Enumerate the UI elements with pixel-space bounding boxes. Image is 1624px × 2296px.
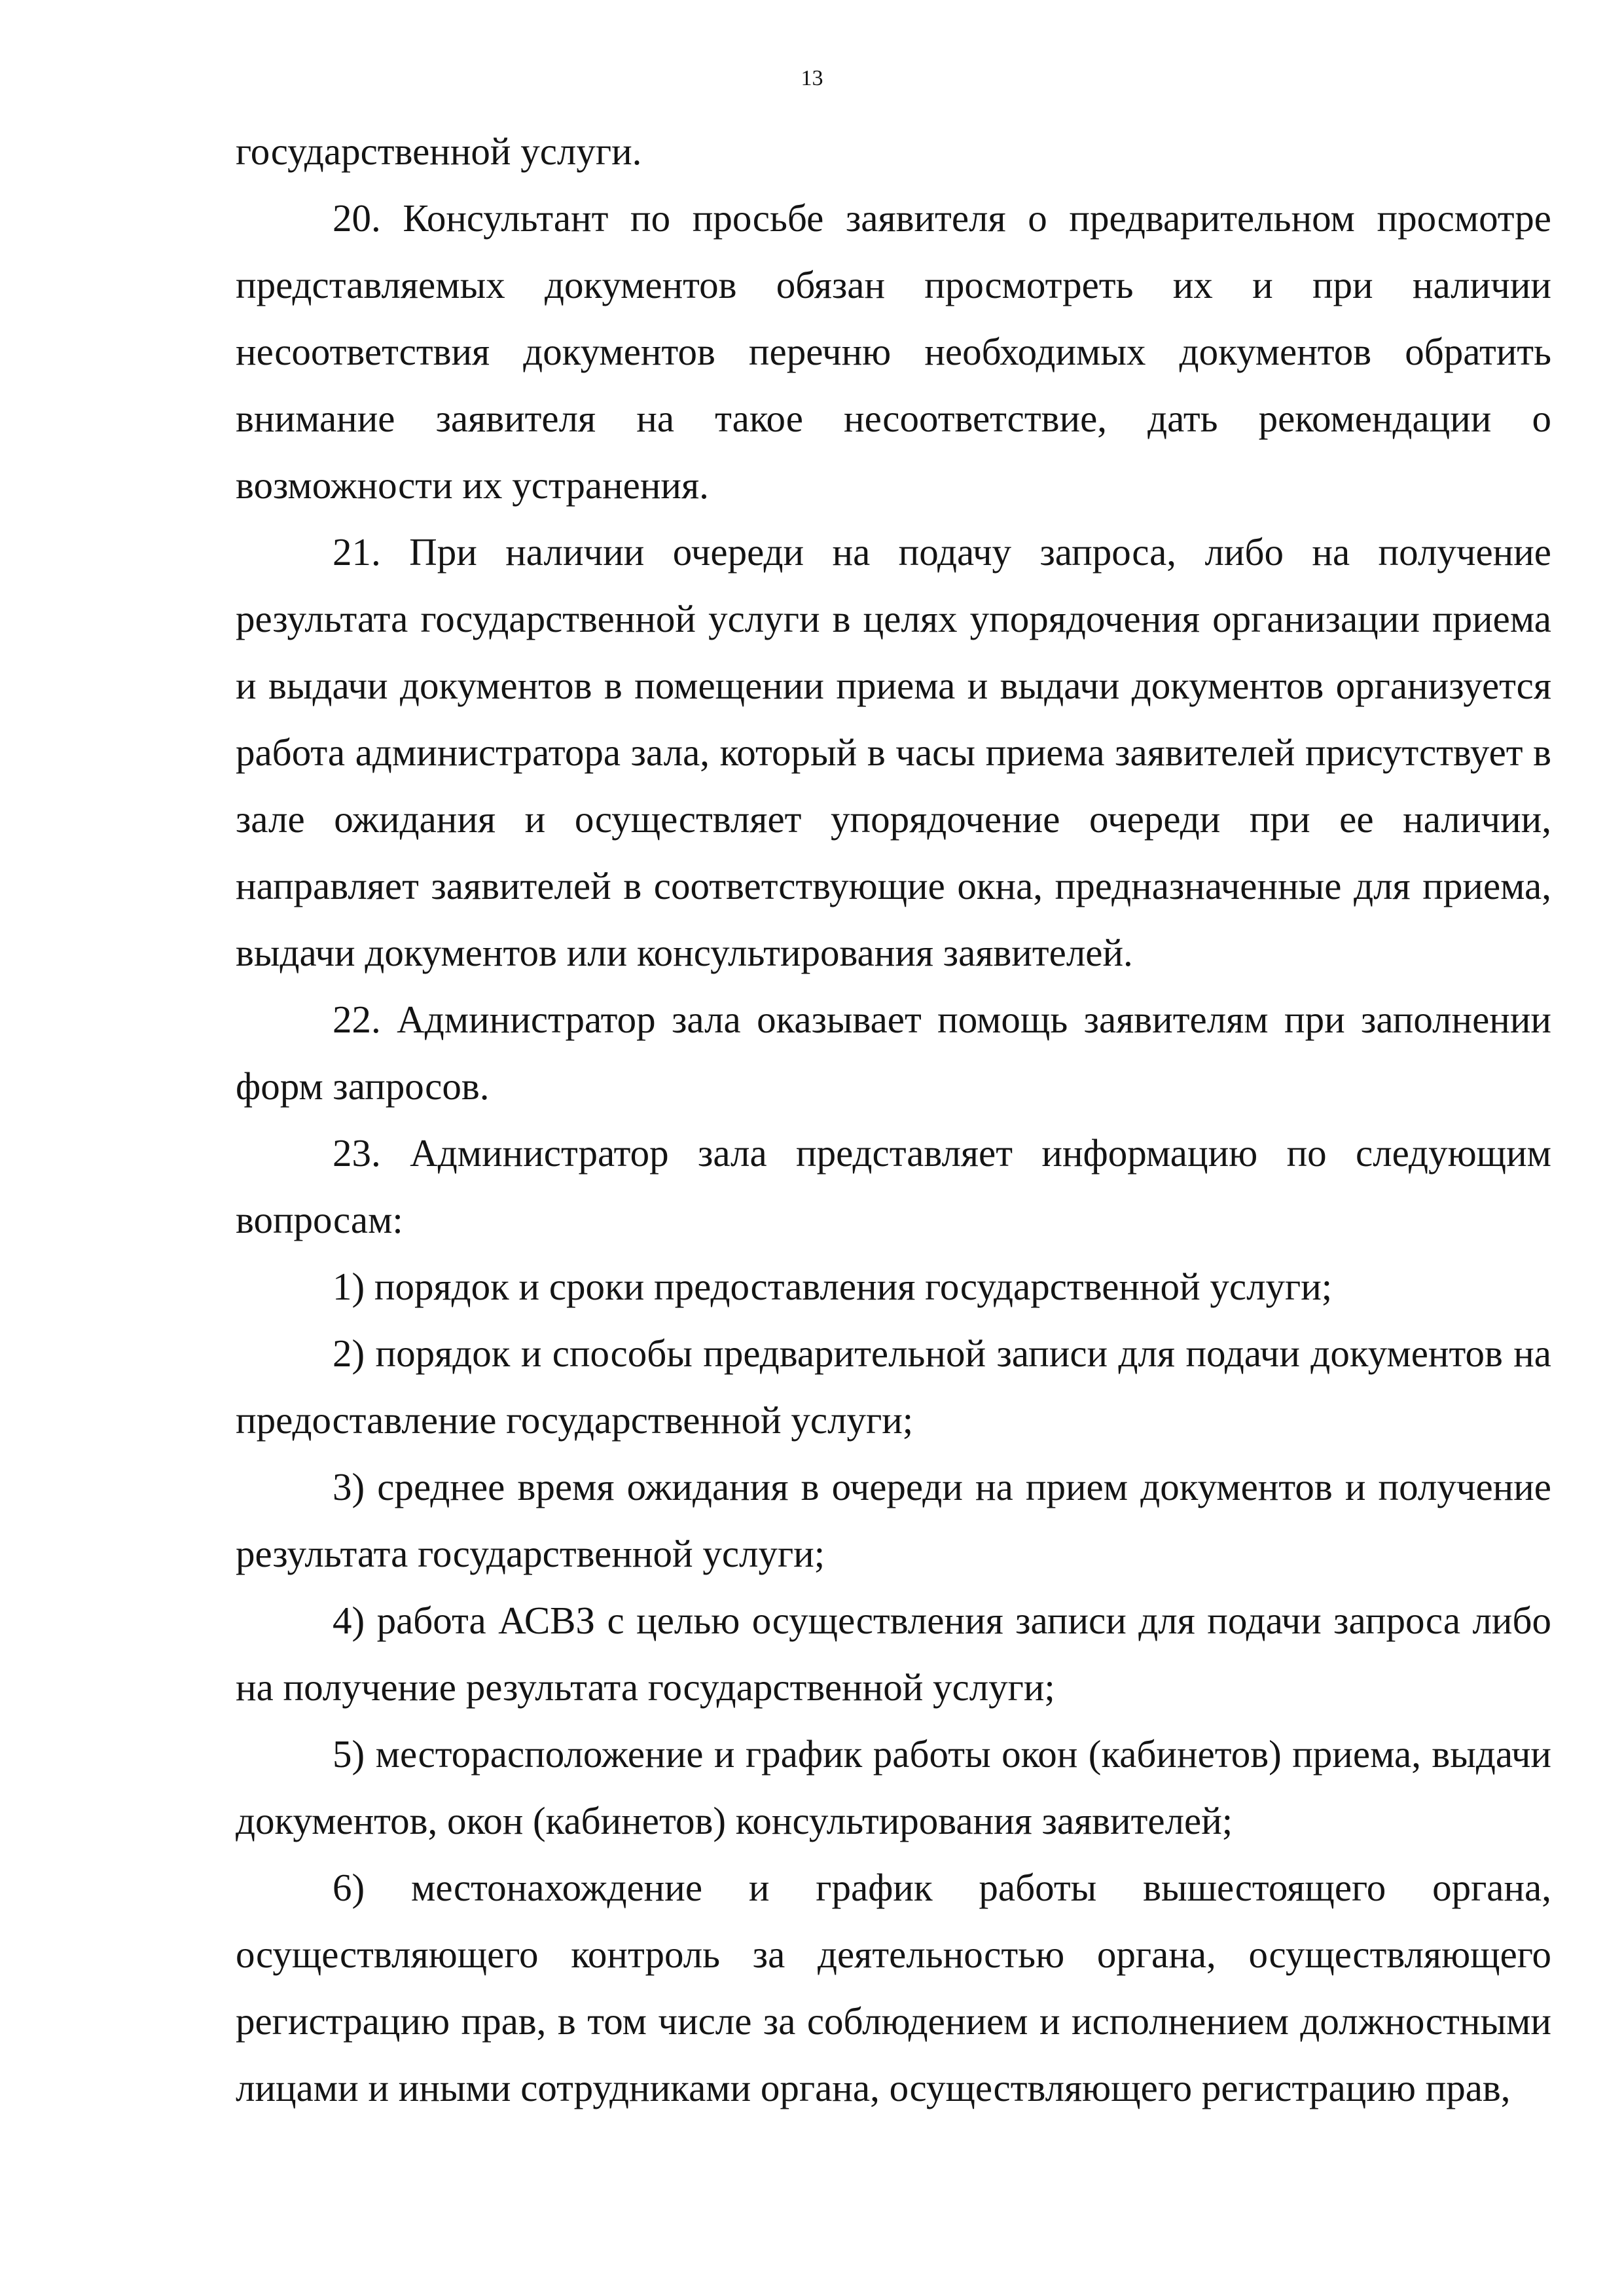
paragraph-21: 21. При наличии очереди на подачу запроса, либо на получение результата государственной услуги в целях упорядочения организации приема и выдачи документов в помещении приема и выдачи документов организуется работа администратора зала, который в часы приема заявителей присутствует в зале ожидания и осуществляет упорядочение очереди при ее наличии, направляет заявителей в соответствующие окна, предназначенные для приема, выдачи документов или консультирования заявителей. <box>236 530 1551 974</box>
paragraph-continuation: государственной услуги. <box>236 130 642 173</box>
list-item-2: 2) порядок и способы предварительной записи для подачи документов на предоставление государственной услуги; <box>236 1332 1551 1442</box>
list-item-1: 1) порядок и сроки предоставления государственной услуги; <box>333 1265 1333 1308</box>
list-item-4: 4) работа АСВЗ с целью осуществления записи для подачи запроса либо на получение результата государственной услуги; <box>236 1599 1551 1709</box>
paragraph-22: 22. Администратор зала оказывает помощь заявителям при заполнении форм запросов. <box>236 998 1551 1108</box>
paragraph-23: 23. Администратор зала представляет информацию по следующим вопросам: <box>236 1131 1551 1241</box>
document-body <box>236 118 1551 2121</box>
list-item-3: 3) среднее время ожидания в очереди на прием документов и получение результата государственной услуги; <box>236 1465 1551 1575</box>
page-number: 13 <box>801 66 823 90</box>
list-item-5: 5) месторасположение и график работы окон (кабинетов) приема, выдачи документов, окон (кабинетов) консультирования заявителей; <box>236 1732 1551 1842</box>
paragraph-20: 20. Консультант по просьбе заявителя о предварительном просмотре представляемых документов обязан просмотреть их и при наличии несоответствия документов перечню необходимых документов обратить внимание заявителя на такое несоответствие, дать рекомендации о возможности их устранения. <box>236 196 1551 507</box>
list-item-6: 6) местонахождение и график работы вышестоящего органа, осуществляющего контроль за деятельностью органа, осуществляющего регистрацию прав, в том числе за соблюдением и исполнением должностными лицами и иными сотрудниками органа, осуществляющего регистрацию прав, <box>236 1866 1551 2109</box>
